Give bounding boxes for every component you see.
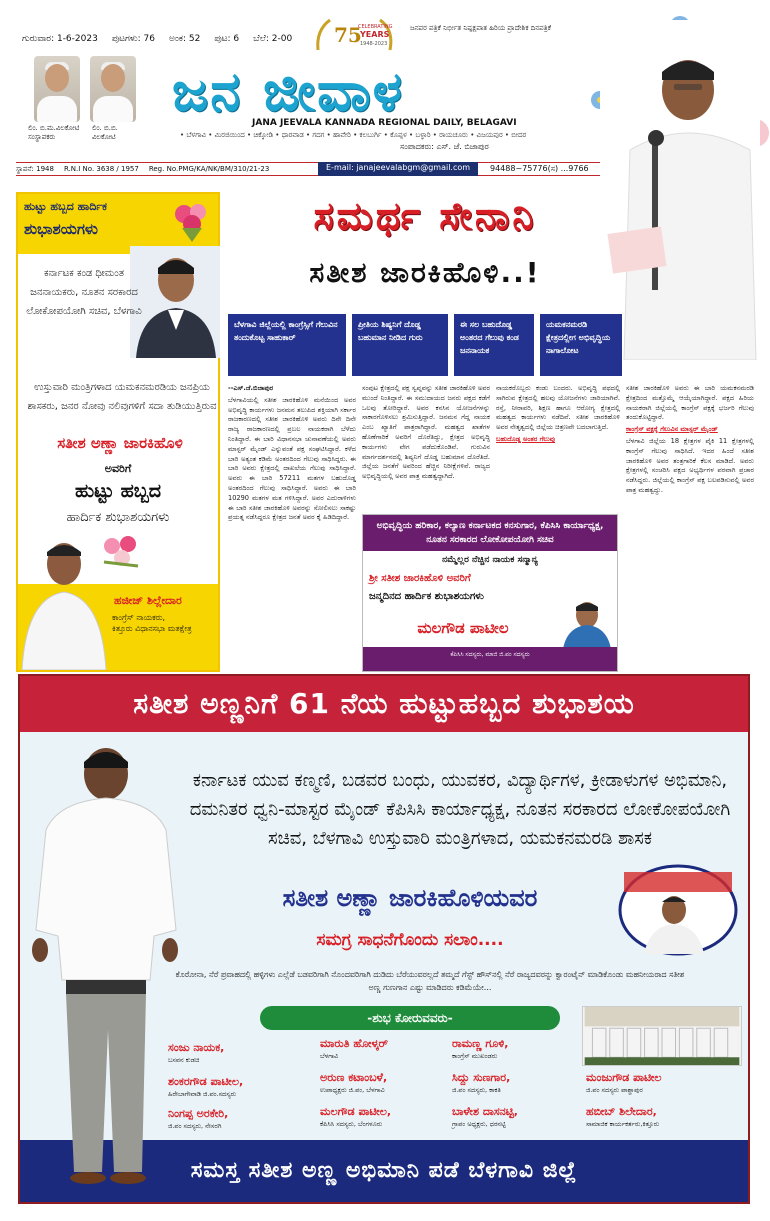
newspaper-title: ಜನ ಜೀವಾಳ (172, 60, 405, 123)
founder-caption-2: ಲಿಂ. ಬಿ.ಬಿ. ವಿಲಕೋಟಿ (92, 124, 118, 141)
wishers-heading: -ಶುಭ ಕೋರುವವರು- (260, 1006, 560, 1030)
article-column-3: ನಾಯಕರೊಬ್ಬರು ಕಂಡು ಬಂದರು. ಅಭಿವೃದ್ಧಿ ಪಥದಲ್ಲಿ ಸಾಗಿರುವ ಕ್ಷೇತ್ರದಲ್ಲಿ ಹಲವು ಯೋಜನೆಗಳು ಜಾರಿಯಾಗಿವೆ. ರಸ್ತೆ, ನೀರಾವರಿ, ಶಿಕ್ಷಣ ಹಾಗೂ ಆರೋಗ್ಯ ಕ್ಷೇತ್ರದಲ್ಲಿ ಮಹತ್ವದ ಕಾರ್ಯಗಳು ನಡೆದಿವೆ. ಸತೀಶ ಜಾರಕಿಹೊಳಿ ಅವರ ನೇತೃತ್ವದಲ್ಲಿ ಜಿಲ್ಲೆಯ ಚಿತ್ರಣವೇ ಬದಲಾಗುತ್ತಿದೆ. ಬಹುದೊಡ್ಡ ಅಂತರ ಗೆಲುವು (496, 384, 620, 443)
wisher-entry: ಮಲಗೌಡ ಪಾಟೀಲ, ಕೆಪಿಸಿಸಿ ಸದಸ್ಯರು, ಬೆಂಗಳೂರು (320, 1105, 392, 1128)
group-photo (582, 1006, 742, 1066)
registration-line: ಸ್ಥಾಪನೆ: 1948 R.N.I No. 3638 / 1957 Reg. No.PMG/KA/NK/BM/310/21-23 (16, 162, 606, 176)
editions-list: • ಬೆಳಗಾವಿ • ಮಿರಜಿಯಿಂದ • ಚಿಕ್ಕೋಡಿ • ಧಾರವಾಡ • ಗದಗ • ಹಾವೇರಿ • ಕಲಬುರ್ಗಿ • ಕೊಪ್ಪಳ • ಬಳ್ಳಾರಿ • ರಾಯಚೂರು • ವಿಜಯಪುರ • ಬೀದರ (180, 131, 527, 139)
speaker-photo (600, 20, 760, 360)
article-column-1: --ಎಸ್.ಜೆ.ಬಿಜಾಪುರ ಬೆಳಗಾವಿಯಲ್ಲಿ ಸತೀಶ ಜಾರಕಿಹೊಳಿ ಮನೆಯಿಂದ ಅವರ ಅಭಿವೃದ್ಧಿ ಕಾರ್ಯಗಳು ಜನಮನ ತಲುಪಿದ ಶಕ್ತಿಯಾಗಿ ಸರ್ಕಾರ ರಾಜಕಾರಣದಲ್ಲಿ ಸತೀಶ ಜಾರಕಿಹೊಳಿ ಅವರು ದಿನೇ ದಿನೇ ರಾಜ್ಯ ರಾಜಕಾರಣದಲ್ಲಿ ಪ್ರಬಲ ನಾಯಕರಾಗಿ ಬೆಳೆದು ನಿಂತಿದ್ದಾರೆ. ಈ ಬಾರಿ ವಿಧಾನಸಭಾ ಚುನಾವಣೆಯಲ್ಲಿ ಅವರು ಮಾಸ್ಟರ್ ಮೈಂಡ್ ಎನ್ನುವಂತೆ ಪಕ್ಷ ಸಂಘಟಿಸಿದ್ದಾರೆ. ಕಳೆದ ಬಾರಿ ಅತ್ಯಂತ ಕಡಿಮೆ ಅಂತರದಿಂದ ಗೆಲುವು ಸಾಧಿಸಿದ್ದರು. ಈ ಬಾರಿ ಅವರು ಕ್ಷೇತ್ರದಲ್ಲಿ ದಾಖಲೆಯ ಗೆಲುವು ಸಾಧಿಸಿದ್ದಾರೆ. ಅವರು ಈ ಬಾರಿ 57211 ಮತಗಳ ಬಹುದೊಡ್ಡ ಅಂತರದಿಂದ ಗೆಲುವು ಸಾಧಿಸಿದ್ದಾರೆ. ಅವರು ಈ ಬಾರಿ 10290 ಮತಗಳ ಮತ ಗಳಿಸಿದ್ದಾರೆ. ಅವರ ಎದುರಾಳಿಗಳು ಈ ಬಾರಿ ಸತೀಶ ಜಾರಕಿಹೊಳಿ ಅವರನ್ನು ಸೋಲಿಸಲು ಸಾಕಷ್ಟು ಪ್ರಯತ್ನ ನಡೆಸಿದ್ದರೂ ಕ್ಷೇತ್ರದ ಜನತೆ ಅವರ ಕೈ ಹಿಡಿದಿದ್ದಾರೆ. (228, 384, 356, 522)
wisher-entry: ನಿಂಗಪ್ಪ ಅರಕೇರಿ, ಜಿ.ಪಂ ಸದಸ್ಯರು, ನೇಸರಗಿ (168, 1107, 229, 1130)
birthday-ad-large: ಸತೀಶ ಅಣ್ಣನಿಗೆ 61 ನೆಯ ಹುಟ್ಟುಹಬ್ಬದ ಶುಭಾಶಯ ಕರ್ನಾಟಕ ಯುವ ಕಣ್ಮಣಿ, ಬಡವರ ಬಂಧು, ಯುವಕರ, ವಿದ್ಯಾರ್ಥಿಗಳ, ಕ್ರೀಡಾಳುಗಳ ಅಭಿಮಾನಿ, ದಮನಿತರ ಧ್ವನಿ-ಮಾಸ್ಟರ ಮೈಂಡ್ ಕೆಪಿಸಿಸಿ ಕಾರ್ಯಾಧ್ಯಕ್ಷ, ನೂತನ ಸರಕಾರದ ಲೋಕೋಪಯೋಗಿ ಸಚಿವ, ಬೆಳಗಾವಿ ಉಸ್ತುವಾರಿ ಮಂತ್ರಿಗಳಾದ, ಯಮಕನಮರಡಿ ಶಾಸಕ ಸತೀಶ ಅಣ್ಣಾ ಜಾರಕಿಹೊಳಿಯವರ ಸಮಗ್ರ ಸಾಧನೆಗೊಂದು ಸಲಾಂ.... ಕೊರೋನಾ, ನೆರೆ ಪ್ರವಾಹದಲ್ಲಿ ಹಳ್ಳಿಗಳು ಎಲ್ಲೆಡೆ ಬಡವರಿಗಾಗಿ ನೊಂದವರಿಗಾಗಿ ದುಡಿದು ಬೆರೆಯುವರಲ್ಲದೆ ತಮ್ಮದೆ ಗೆಸ್ಟ್ ಹೌಸ್‌ನಲ್ಲಿ ನೆರೆ ರಾಜ್ಯದವರನ್ನು ಕ್ವಾರಂಟೈನ್ ಮಾಡಿಕೊಂಡು ಮಹನೀಯರಾದ ಸತೀಶ ಅಣ್ಣ ಗುಣಗಾನ ಎಷ್ಟು ಮಾಡಿದರು ಕಡಿಮೆಯೇ... -ಶುಭ ಕೋರುವವರು- ಸಂಜು ನಾಯಕ, ಬಸವನ ಕುಡಚಿ ಮಾರುತಿ ಹೋಳ್ಕರ್ ಬೆಳಗಾವಿ ರಾಮಣ್ಣ ಗೂಳಿ, ಕಾಂಗ್ರೆಸ್ ಮುಖಂಡರು ಶಂಕರಗೌಡ ಪಾಟೀಲ, ಹಿರೇಬಾಗೇವಾಡಿ ಜಿ.ಪಂ.ಸದಸ್ಯರು ಅರುಣ ಕಟಾಂಬಳೆ, ಉಪಾಧ್ಯಕ್ಷರು ಜಿ.ಪಂ, ಬೆಳಗಾವಿ ಸಿದ್ದು ಸುಣಗಾರ, ಜಿ.ಪಂ ಸದಸ್ಯರು, ಕಾಕತಿ ಮಂಜುಗೌಡ ಪಾಟೀಲ ಜಿ.ಪಂ ಸದಸ್ಯರು ಪಾಶ್ಚಾಪುರ ನಿಂಗಪ್ಪ ಅರಕೇರಿ, ಜಿ.ಪಂ ಸದಸ್ಯರು, ನೇಸರಗಿ ಮಲಗೌಡ ಪಾಟೀಲ, ಕೆಪಿಸಿಸಿ ಸದಸ್ಯರು, ಬೆಂಗಳೂರು ಬಾಳೇಶ ದಾಸನಟ್ಟಿ, ಗ್ರಾಪಂ ಅಧ್ಯಕ್ಷರು, ಧರನಟ್ಟಿ ಹಬೀಬ್ ಶಿಲೇದಾರ, ಸಾಮಾಜಿಕ ಕಾರ್ಯಕರ್ತರು,ಕಿತ್ತೂರು ಸಮಸ್ತ ಸತೀಶ ಅಣ್ಣ ಅಭಿಮಾನಿ ಪಡೆ ಬೆಳಗಾವಿ ಜಿಲ್ಲೆ (18, 674, 750, 1204)
article-column-2: ಸಂಪುಟ ಕ್ಷೇತ್ರದಲ್ಲಿ ಪಕ್ಷ ಸ್ವಪ್ನವನ್ನು ಸತೀಶ ಜಾರಕಿಹೊಳಿ ಅವರ ಮುಂದೆ ನಿಂತಿದ್ದಾರೆ. ಈ ಸಮುದಾಯದ ಜನರು ಪಕ್ಷದ ಕಡೆಗೆ ಒಲವು ತೋರಿದ್ದಾರೆ. ಅವರ ಕನಸಿನ ಯೋಜನೆಗಳನ್ನು ಸಾಕಾರಗೊಳಿಸಲು ಶ್ರಮಿಸುತ್ತಿದ್ದಾರೆ. ಜನಮನ ಗೆದ್ದ ನಾಯಕ ಎಂಬ ಖ್ಯಾತಿಗೆ ಪಾತ್ರರಾಗಿದ್ದಾರೆ. ಮಹತ್ವದ ಖಾತೆಗಳ ಹೊಣೆಗಾರಿಕೆ ಅವರಿಗೆ ದೊರೆತಿದ್ದು, ಕ್ಷೇತ್ರದ ಅಭಿವೃದ್ಧಿ ಕಾರ್ಯಗಳು ವೇಗ ಪಡೆದುಕೊಂಡಿವೆ. ಗುರುವಿನ ಮಾರ್ಗದರ್ಶನದಲ್ಲಿ ಶಿಷ್ಯನಿಗೆ ದೊಡ್ಡ ಬಹುಮಾನ ದೊರೆತಿದೆ. ಜಿಲ್ಲೆಯ ಜನತೆಗೆ ಅವರಿಂದ ಹೆಚ್ಚಿನ ನಿರೀಕ್ಷೆಗಳಿವೆ. ರಾಜ್ಯದ ಅಭಿವೃದ್ಧಿಯಲ್ಲಿ ಅವರ ಪಾತ್ರ ಮಹತ್ವದ್ದಾಗಿದೆ. (362, 384, 490, 481)
birthday-ad-center: ಅಭಿವೃದ್ಧಿಯ ಹರಿಕಾರ, ಕಲ್ಯಾಣ ಕರ್ನಾಟಕದ ಕನಸುಗಾರ, ಕೆಪಿಸಿಸಿ ಕಾರ್ಯಾಧ್ಯಕ್ಷ, ನೂತನ ಸರಕಾರದ ಲೋಕೋಪಯೋಗಿ ಸಚಿವ ನಮ್ಮೆಲ್ಲರ ನೆಚ್ಚಿನ ನಾಯಕ ಸನ್ಮಾನ್ಯ ಶ್ರೀ ಸತೀಶ ಜಾರಕಿಹೊಳಿ ಅವರಿಗೆ ಜನ್ಮದಿನದ ಹಾರ್ದಿಕ ಶುಭಾಶಯಗಳು ಮಲಗೌಡ ಪಾಟೀಲ ಕೆಪಿಸಿಸಿ ಸದಸ್ಯರು, ಮಾಜಿ ಜಿ.ಪಂ ಸದಸ್ಯರು (362, 514, 618, 672)
signer-portrait (18, 530, 110, 670)
wisher-entry: ಸಂಜು ನಾಯಕ, ಬಸವನ ಕುಡಚಿ (168, 1041, 225, 1064)
75-years-emblem (312, 12, 398, 56)
founder-caption-1: ಲಿಂ. ಬಿ.ಮ.ವಿಲಕೋಟಿ ಸಂಸ್ಥಾಪಕರು (28, 124, 80, 141)
ad-signer-name: ಮಲಗೌಡ ಪಾಟೀಲ (417, 619, 509, 637)
wisher-entry: ಮಾರುತಿ ಹೋಳ್ಕರ್ ಬೆಳಗಾವಿ (320, 1037, 388, 1060)
tagline: ಜನಪರ ಪತ್ರಿಕೆ ನಿರ್ಭೀತ ನಿಷ್ಪಕ್ಷಪಾತ ಹಿರಿಯ ಪ್ರಾದೇಶಿಕ ದಿನಪತ್ರಿಕೆ (410, 24, 552, 32)
birthday-ad-left: ಹುಟ್ಟು ಹಬ್ಬದ ಹಾರ್ದಿಕ ಶುಭಾಶಯಗಳು ಕರ್ನಾಟಕ ಕಂಡ ಧೀಮಂತ ಜನನಾಯಕರು, ನೂತನ ಸರಕಾರದ ಲೋಕೋಪಯೋಗಿ ಸಚಿವ, ಬೆಳಗಾವಿ ಉಸ್ತುವಾರಿ ಮಂತ್ರಿಗಳಾದ ಯಮಕನಮರಡಿಯ ಜನಪ್ರಿಯ ಶಾಸಕರು, ಜನರ ನೋವು ನಲಿವುಗಳಿಗೆ ಸದಾ ತುಡಿಯುತ್ತಿರುವ ಸತೀಶ ಅಣ್ಣಾ ಜಾರಕಿಹೊಳಿ ಅವರಿಗೆ ಹುಟ್ಟು ಹಬ್ಬದ ಹಾರ್ದಿಕ ಶುಭಾಶಯಗಳು ಹಜೀಜ್ ಶಿಲ್ಲೇದಾರ ಕಾಂಗ್ರೆಸ್ ನಾಯಕರು, ಕಿತ್ತೂರು ವಿಧಾನಸಭಾ ಮತಕ್ಷೇತ್ರ (16, 192, 220, 672)
bouquet-icon (168, 198, 214, 244)
ad-banner-title: ಸತೀಶ ಅಣ್ಣನಿಗೆ 61 ನೆಯ ಹುಟ್ಟುಹಬ್ಬದ ಶುಭಾಶಯ (20, 676, 748, 732)
highlight-box-1: ಬೆಳಗಾವಿ ಜಿಲ್ಲೆಯಲ್ಲಿ ಕಾಂಗ್ರೆಸ್ಸಿಗೆ ಗೆಲುವಿನ ತಂದುಕೊಟ್ಟ ಸಾಹುಕಾರ್ (228, 314, 346, 376)
editor-line: ಸಂಪಾದಕರು: ಎಸ್. ಜೆ. ಬಿಜಾಪುರ (400, 142, 489, 151)
svg-text:75: 75 (334, 23, 362, 47)
ad-header: ಹುಟ್ಟು ಹಬ್ಬದ ಹಾರ್ದಿಕ ಶುಭಾಶಯಗಳು (18, 194, 218, 254)
signer-portrait (559, 597, 615, 649)
svg-text:CELEBRATING: CELEBRATING (358, 24, 393, 30)
wisher-entry: ಹಬೀಬ್ ಶಿಲೇದಾರ, ಸಾಮಾಜಿಕ ಕಾರ್ಯಕರ್ತರು,ಕಿತ್ತೂರು (586, 1105, 660, 1128)
highlight-box-3: ಈ ಸಲ ಬಹುದೊಡ್ಡ ಅಂತರದ ಗೆಲುವು ಕಂಡ ಜನನಾಯಕ (454, 314, 534, 376)
article-column-4: ಸತೀಶ ಜಾರಕಿಹೊಳಿ ಅವರು ಈ ಬಾರಿ ಯಮಕನಮರಡಿ ಕ್ಷೇತ್ರದಿಂದ ಮತ್ತೊಮ್ಮೆ ಆಯ್ಕೆಯಾಗಿದ್ದಾರೆ. ಪಕ್ಷದ ಹಿರಿಯ ನಾಯಕರಾಗಿ ಜಿಲ್ಲೆಯಲ್ಲಿ ಕಾಂಗ್ರೆಸ್ ಪಕ್ಷಕ್ಕೆ ಭರ್ಜರಿ ಗೆಲುವು ತಂದುಕೊಟ್ಟಿದ್ದಾರೆ. ಕಾಂಗ್ರೆಸ್ ಪಕ್ಷಕ್ಕೆ ಗೆಲುವಿನ ಮಾಸ್ಟರ್ ಮೈಂಡ್ ಬೆಳಗಾವಿ ಜಿಲ್ಲೆಯ 18 ಕ್ಷೇತ್ರಗಳ ಪೈಕಿ 11 ಕ್ಷೇತ್ರಗಳಲ್ಲಿ ಕಾಂಗ್ರೆಸ್ ಗೆಲುವು ಸಾಧಿಸಿದೆ. ಇದರ ಹಿಂದೆ ಸತೀಶ ಜಾರಕಿಹೊಳಿ ಅವರ ತಂತ್ರಗಾರಿಕೆ ಕೆಲಸ ಮಾಡಿದೆ. ಅವರು ಕ್ಷೇತ್ರಗಳಲ್ಲಿ ಸಂಚರಿಸಿ ಪಕ್ಷದ ಅಭ್ಯರ್ಥಿಗಳ ಪರವಾಗಿ ಪ್ರಚಾರ ನಡೆಸಿದ್ದರು. ಜಿಲ್ಲೆಯಲ್ಲಿ ಕಾಂಗ್ರೆಸ್ ಪಕ್ಷ ಬಲಪಡಿಸುವಲ್ಲಿ ಅವರ ಪಾತ್ರ ಮಹತ್ವದ್ದು. (626, 384, 754, 494)
signer-role: ಕಾಂಗ್ರೆಸ್ ನಾಯಕರು, ಕಿತ್ತೂರು ವಿಧಾನಸಭಾ ಮತಕ್ಷೇತ್ರ (112, 613, 192, 633)
inset-portrait (614, 862, 742, 958)
svg-text:YEARS: YEARS (360, 30, 390, 39)
newspaper-subtitle: JANA JEEVALA KANNADA REGIONAL DAILY, BELAGAVI (252, 118, 517, 128)
dateline: ಗುರುವಾರ: 1-6-2023 ಪುಟಗಳು: 76 ಅಂಕ: 52 ಪುಟ: 6 ಬೆಲೆ: 2-00 (22, 34, 293, 44)
founder-photo-2 (90, 56, 136, 122)
standing-man-photo (18, 740, 188, 1190)
signer-name: ಹಜೀಜ್ ಶಿಲ್ಲೇದಾರ (114, 594, 182, 607)
ad-banner-footer: ಸಮಸ್ತ ಸತೀಶ ಅಣ್ಣ ಅಭಿಮಾನಿ ಪಡೆ ಬೆಳಗಾವಿ ಜಿಲ್ಲೆ (20, 1140, 748, 1202)
honoree-name: ಸತೀಶ ಅಣ್ಣಾ ಜಾರಕಿಹೊಳಿಯವರ (282, 884, 538, 912)
wisher-entry: ಶಂಕರಗೌಡ ಪಾಟೀಲ, ಹಿರೇಬಾಗೇವಾಡಿ ಜಿ.ಪಂ.ಸದಸ್ಯರು (168, 1075, 244, 1098)
honoree-name: ಸತೀಶ ಅಣ್ಣಾ ಜಾರಕಿಹೊಳಿ (57, 434, 183, 452)
email-bar: E-mail: janajeevalabgm@gmail.com (318, 162, 478, 176)
headline-main: ಸಮರ್ಥ ಸೇನಾನಿ (313, 194, 537, 238)
wisher-entry: ಮಂಜುಗೌಡ ಪಾಟೀಲ ಜಿ.ಪಂ ಸದಸ್ಯರು ಪಾಶ್ಚಾಪುರ (586, 1071, 662, 1094)
headline-sub: ಸತೀಶ ಜಾರಕಿಹೊಳಿ..! (309, 256, 541, 289)
founder-photo-1 (34, 56, 80, 122)
phone-numbers: 94488~75776(ಸ) ...9766 (490, 164, 589, 173)
svg-text:1948-2023: 1948-2023 (360, 41, 388, 47)
highlight-box-2: ಪ್ರೀತಿಯ ಶಿಷ್ಯನಿಗೆ ದೊಡ್ಡ ಬಹುಮಾನ ನೀಡಿದ ಗುರು (352, 314, 448, 376)
wisher-entry: ಬಾಳೇಶ ದಾಸನಟ್ಟಿ, ಗ್ರಾಪಂ ಅಧ್ಯಕ್ಷರು, ಧರನಟ್ಟಿ (452, 1105, 518, 1128)
highlight-box-4: ಯಮಕನಮರಡಿ ಕ್ಷೇತ್ರದಲ್ಲೀಗ ಅಭಿವೃದ್ಧಿಯ ನಾಗಾಲೋಟ (540, 314, 622, 376)
wisher-entry: ರಾಮಣ್ಣ ಗೂಳಿ, ಕಾಂಗ್ರೆಸ್ ಮುಖಂಡರು (452, 1037, 509, 1060)
wisher-entry: ಸಿದ್ದು ಸುಣಗಾರ, ಜಿ.ಪಂ ಸದಸ್ಯರು, ಕಾಕತಿ (452, 1071, 511, 1094)
wisher-entry: ಅರುಣ ಕಟಾಂಬಳೆ, ಉಪಾಧ್ಯಕ್ಷರು ಜಿ.ಪಂ, ಬೆಳಗಾವಿ (320, 1071, 388, 1094)
